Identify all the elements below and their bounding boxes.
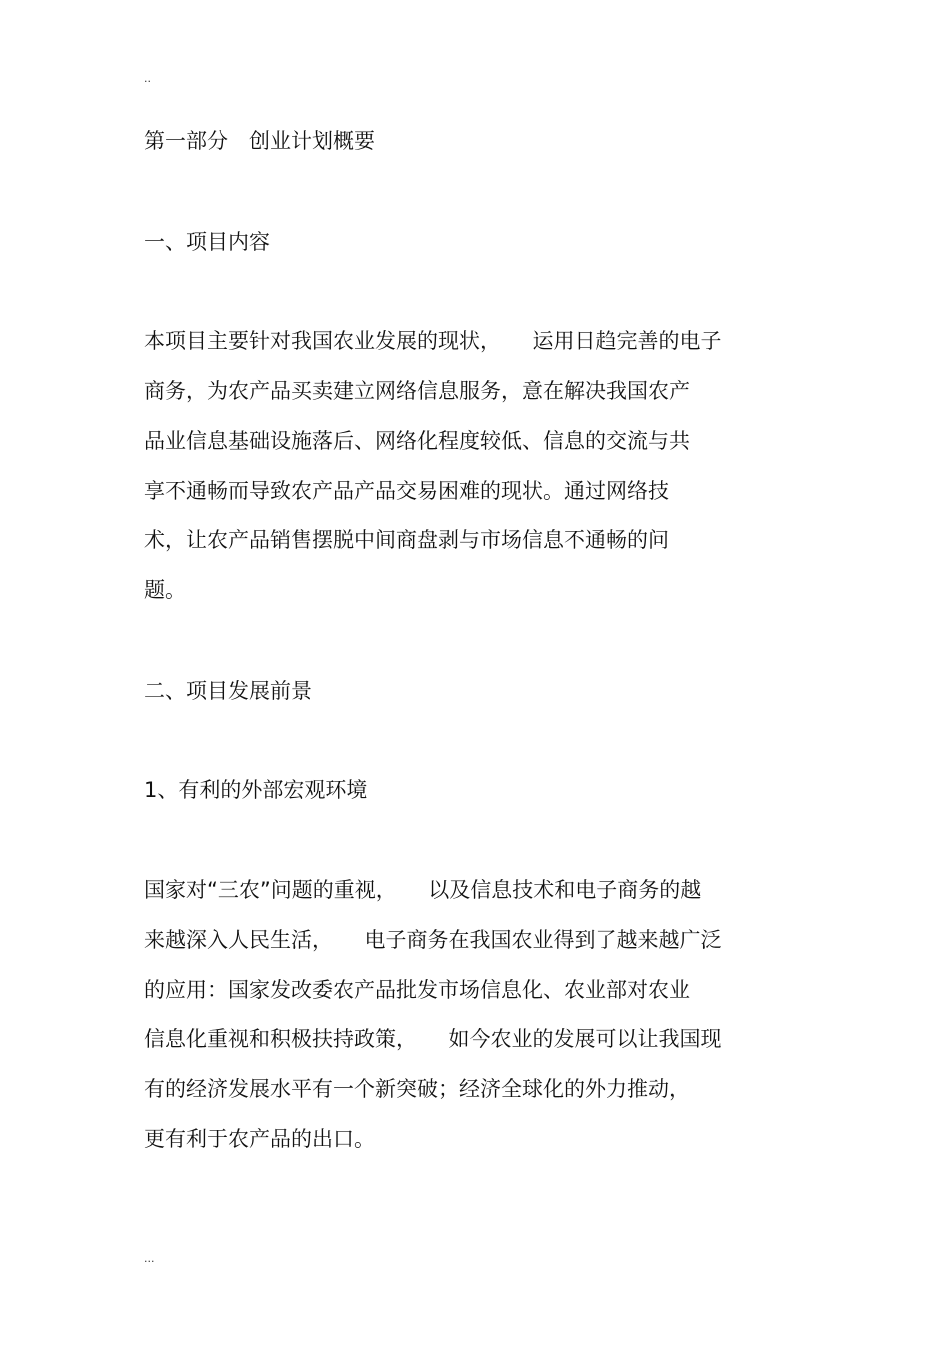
section2-line-1: 国家对“三农”问题的重视， 以及信息技术和电子商务的越	[144, 878, 702, 902]
section2-line-4: 信息化重视和积极扶持政策， 如今农业的发展可以让我国现	[144, 1027, 722, 1051]
section2-line-6: 更有利于农产品的出口。	[144, 1127, 375, 1151]
footer-marker: ...	[144, 1252, 155, 1265]
section1-line-3: 品业信息基础设施落后、网络化程度较低、信息的交流与共	[144, 429, 690, 453]
section1-line-6: 题。	[144, 578, 186, 602]
section1-line-2: 商务，为农产品买卖建立网络信息服务，意在解决我国农产	[144, 379, 690, 403]
section2-line-5: 有的经济发展水平有一个新突破；经济全球化的外力推动，	[144, 1077, 690, 1101]
section1-heading: 一、项目内容	[144, 230, 270, 254]
section2-line-2: 来越深入人民生活， 电子商务在我国农业得到了越来越广泛	[144, 928, 722, 952]
section2-subheading: 1、有利的外部宏观环境	[144, 778, 368, 802]
header-marker: ..	[144, 72, 151, 85]
section1-line-1: 本项目主要针对我国农业发展的现状， 运用日趋完善的电子	[144, 329, 722, 353]
section1-line-5: 术，让农产品销售摆脱中间商盘剥与市场信息不通畅的问	[144, 528, 669, 552]
section2-line-3: 的应用：国家发改委农产品批发市场信息化、农业部对农业	[144, 978, 690, 1002]
section1-line-4: 享不通畅而导致农产品产品交易困难的现状。通过网络技	[144, 479, 669, 503]
part-title: 第一部分 创业计划概要	[144, 129, 375, 153]
section2-heading: 二、项目发展前景	[144, 679, 312, 703]
